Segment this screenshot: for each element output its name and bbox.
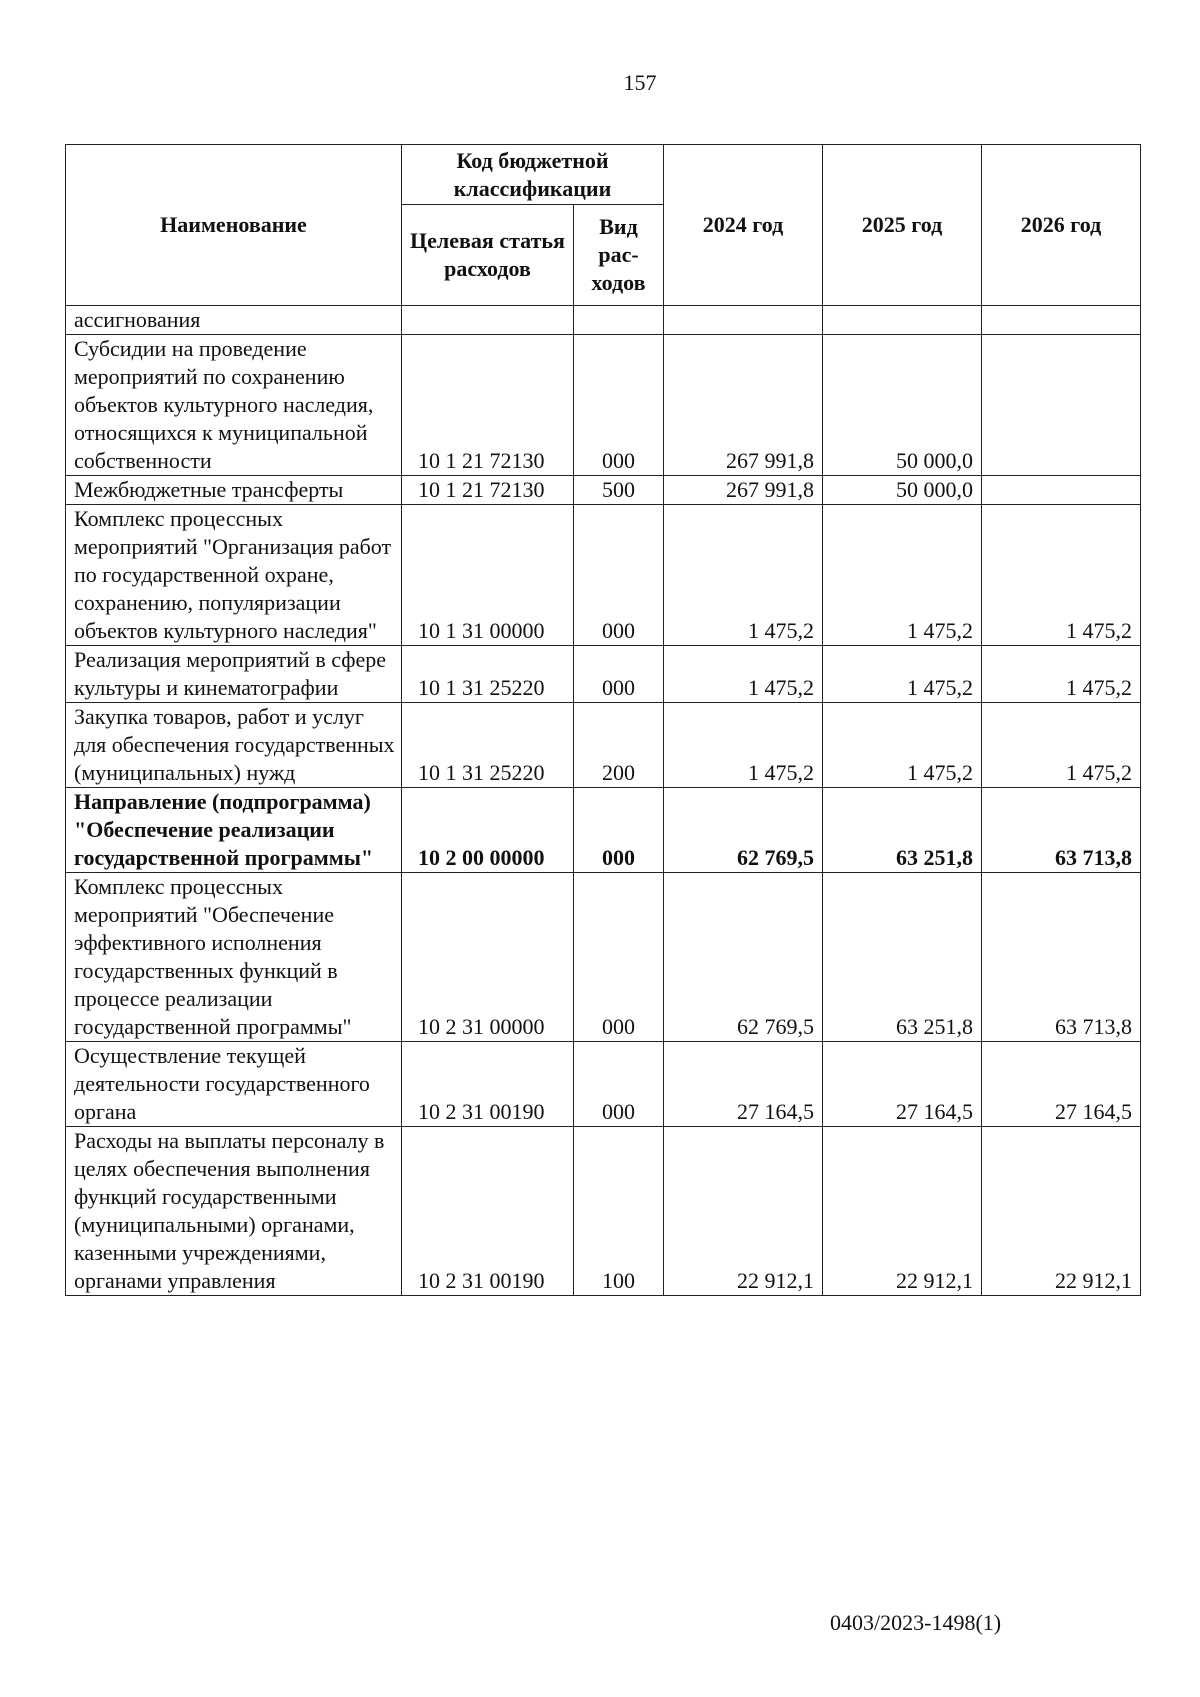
row-amount-2026: 1 475,2	[982, 646, 1141, 703]
row-amount-2025: 63 251,8	[823, 873, 982, 1042]
table-row	[66, 788, 1141, 873]
row-amount-2025: 50 000,0	[823, 476, 982, 505]
budget-table	[65, 144, 1141, 1296]
row-amount-2025: 1 475,2	[823, 646, 982, 703]
row-target-article: 10 1 31 25220	[402, 703, 574, 788]
row-amount-2026	[982, 306, 1141, 335]
table-row	[66, 1127, 1141, 1296]
row-amount-2026: 63 713,8	[982, 873, 1141, 1042]
row-amount-2025: 1 475,2	[823, 505, 982, 646]
row-name: Субсидии на проведение мероприятий по сохранению объектов культурного наследия, относящихся к муниципальной собственности	[66, 335, 402, 476]
row-expense-type: 000	[574, 505, 664, 646]
header-year-2025: 2025 год	[823, 145, 982, 306]
row-amount-2025: 1 475,2	[823, 703, 982, 788]
row-expense-type: 200	[574, 703, 664, 788]
row-name: Закупка товаров, работ и услуг для обеспечения государственных (муниципальных) нужд	[66, 703, 402, 788]
row-amount-2026	[982, 335, 1141, 476]
row-amount-2026: 1 475,2	[982, 703, 1141, 788]
row-amount-2026: 27 164,5	[982, 1042, 1141, 1127]
row-expense-type: 500	[574, 476, 664, 505]
row-name: Комплекс процессных мероприятий "Организация работ по государственной охране, сохранению, популяризации объектов культурного наследия"	[66, 505, 402, 646]
table-row	[66, 306, 1141, 335]
table-row	[66, 873, 1141, 1042]
table-body	[66, 306, 1141, 1296]
row-expense-type: 000	[574, 1042, 664, 1127]
row-expense-type: 000	[574, 335, 664, 476]
header-target-article: Целевая статья расходов	[402, 205, 574, 306]
row-amount-2026: 22 912,1	[982, 1127, 1141, 1296]
row-name: Межбюджетные трансферты	[66, 476, 402, 505]
row-amount-2024: 1 475,2	[664, 505, 823, 646]
row-amount-2025: 50 000,0	[823, 335, 982, 476]
row-amount-2026	[982, 476, 1141, 505]
row-amount-2024: 1 475,2	[664, 646, 823, 703]
table-row	[66, 476, 1141, 505]
budget-table-container	[65, 144, 1141, 1296]
row-expense-type: 000	[574, 646, 664, 703]
table-row	[66, 505, 1141, 646]
header-expense-type: Вид рас-ходов	[574, 205, 664, 306]
row-target-article: 10 2 00 00000	[402, 788, 574, 873]
row-expense-type: 000	[574, 873, 664, 1042]
row-amount-2025: 63 251,8	[823, 788, 982, 873]
row-amount-2024: 267 991,8	[664, 335, 823, 476]
row-target-article: 10 2 31 00000	[402, 873, 574, 1042]
header-code-group: Код бюджетной классификации	[402, 145, 664, 205]
table-row	[66, 646, 1141, 703]
row-amount-2025: 27 164,5	[823, 1042, 982, 1127]
row-target-article: 10 1 31 25220	[402, 646, 574, 703]
row-target-article: 10 1 21 72130	[402, 476, 574, 505]
row-name: Комплекс процессных мероприятий "Обеспечение эффективного исполнения государственных функций в процессе реализации государственной программы"	[66, 873, 402, 1042]
row-name: Расходы на выплаты персоналу в целях обеспечения выполнения функций государственными (муниципальными) органами, казенными учреждениями, органами управления	[66, 1127, 402, 1296]
row-expense-type: 100	[574, 1127, 664, 1296]
table-header	[66, 145, 1141, 306]
row-amount-2024: 62 769,5	[664, 873, 823, 1042]
row-amount-2024	[664, 306, 823, 335]
row-amount-2026: 63 713,8	[982, 788, 1141, 873]
table-row	[66, 335, 1141, 476]
table-row	[66, 703, 1141, 788]
row-amount-2024: 1 475,2	[664, 703, 823, 788]
header-year-2024: 2024 год	[664, 145, 823, 306]
header-name: Наименование	[66, 145, 402, 306]
row-expense-type: 000	[574, 788, 664, 873]
row-amount-2026: 1 475,2	[982, 505, 1141, 646]
row-target-article: 10 1 21 72130	[402, 335, 574, 476]
header-year-2026: 2026 год	[982, 145, 1141, 306]
row-name: Направление (подпрограмма) "Обеспечение реализации государственной программы"	[66, 788, 402, 873]
row-amount-2024: 267 991,8	[664, 476, 823, 505]
row-name: ассигнования	[66, 306, 402, 335]
row-name: Реализация мероприятий в сфере культуры и кинематографии	[66, 646, 402, 703]
row-target-article: 10 2 31 00190	[402, 1127, 574, 1296]
page-number: 157	[623, 70, 657, 95]
row-target-article: 10 1 31 00000	[402, 505, 574, 646]
row-target-article	[402, 306, 574, 335]
document-code: 0403/2023-1498(1)	[830, 1610, 1002, 1635]
row-amount-2024: 22 912,1	[664, 1127, 823, 1296]
row-name: Осуществление текущей деятельности государственного органа	[66, 1042, 402, 1127]
table-row	[66, 1042, 1141, 1127]
row-amount-2024: 27 164,5	[664, 1042, 823, 1127]
row-amount-2024: 62 769,5	[664, 788, 823, 873]
row-amount-2025: 22 912,1	[823, 1127, 982, 1296]
row-target-article: 10 2 31 00190	[402, 1042, 574, 1127]
row-expense-type	[574, 306, 664, 335]
row-amount-2025	[823, 306, 982, 335]
